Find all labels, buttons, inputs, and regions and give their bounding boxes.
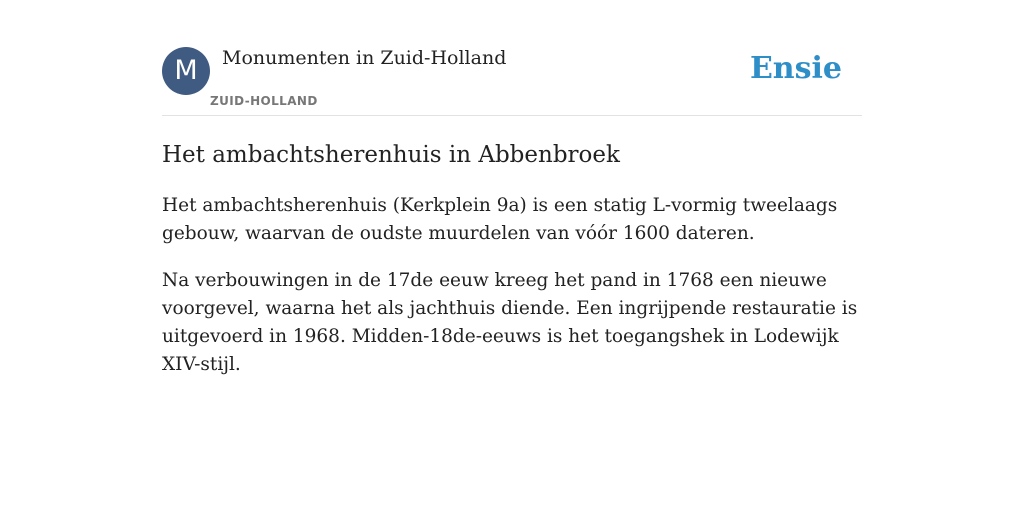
article-paragraph: Het ambachtsherenhuis (Kerkplein 9a) is een statig L-vormig tweelaags gebouw, waarvan de oudste muurdelen van vóór 1600 dateren. <box>162 195 838 244</box>
brand-logo[interactable]: Ensie <box>749 51 842 86</box>
article-title: Het ambachtsherenhuis in Abbenbroek <box>162 142 620 168</box>
source-category[interactable]: ZUID-HOLLAND <box>210 94 318 108</box>
article-paragraph: Na verbouwingen in de 17de eeuw kreeg het pand in 1768 een nieuwe voorgevel, waarna het als jachthuis diende. Een ingrijpende restauratie is uitgevoerd in 1968. Midden-18de-eeuws is het toegangshek in Lodewijk XIV-stijl. <box>162 270 858 375</box>
header <box>162 47 862 116</box>
avatar[interactable]: M <box>162 47 210 95</box>
article <box>162 138 862 398</box>
source-title[interactable]: Monumenten in Zuid-Holland <box>222 47 507 69</box>
